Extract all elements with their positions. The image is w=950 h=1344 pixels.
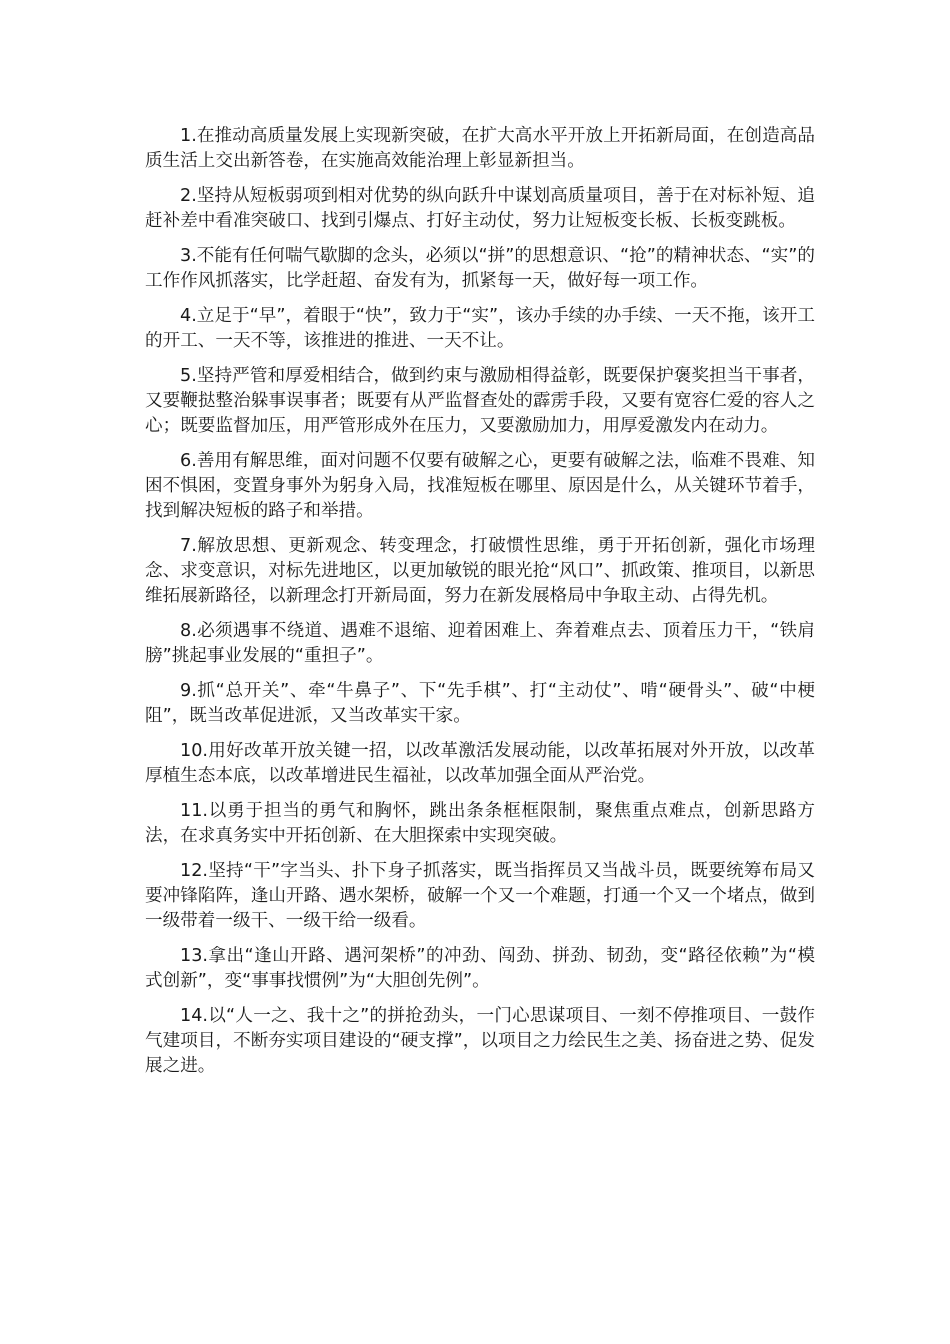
paragraph-8: 8.必须遇事不绕道、遇难不退缩、迎着困难上、奔着难点去、顶着压力干，“铁肩膀”挑起事业发展的“重担子”。 xyxy=(145,621,815,666)
paragraph-14: 14.以“人一之、我十之”的拼抢劲头，一门心思谋项目、一刻不停推项目、一鼓作气建项目，不断夯实项目建设的“硬支撑”，以项目之力绘民生之美、扬奋进之势、促发展之进。 xyxy=(145,1006,815,1076)
paragraph-5: 5.坚持严管和厚爱相结合，做到约束与激励相得益彰，既要保护褒奖担当干事者，又要鞭挞整治躲事误事者；既要有从严监督查处的霹雳手段，又要有宽容仁爱的容人之心；既要监督加压，用严管形成外在压力，又要激励加力，用厚爱激发内在动力。 xyxy=(145,366,815,436)
paragraph-13: 13.拿出“逢山开路、遇河架桥”的冲劲、闯劲、拼劲、韧劲，变“路径依赖”为“模式创新”，变“事事找惯例”为“大胆创先例”。 xyxy=(145,946,815,991)
paragraph-1: 1.在推动高质量发展上实现新突破，在扩大高水平开放上开拓新局面，在创造高品质生活上交出新答卷，在实施高效能治理上彰显新担当。 xyxy=(145,126,815,171)
paragraph-10: 10.用好改革开放关键一招，以改革激活发展动能，以改革拓展对外开放，以改革厚植生态本底，以改革增进民生福祉，以改革加强全面从严治党。 xyxy=(145,741,815,786)
document-page xyxy=(145,124,815,1089)
paragraph-7: 7.解放思想、更新观念、转变理念，打破惯性思维，勇于开拓创新，强化市场理念、求变意识，对标先进地区，以更加敏锐的眼光抢“风口”、抓政策、推项目，以新思维拓展新路径，以新理念打开新局面，努力在新发展格局中争取主动、占得先机。 xyxy=(145,536,815,606)
paragraph-9: 9.抓“总开关”、牵“牛鼻子”、下“先手棋”、打“主动仗”、啃“硬骨头”、破“中梗阻”，既当改革促进派，又当改革实干家。 xyxy=(145,681,815,726)
paragraph-4: 4.立足于“早”，着眼于“快”，致力于“实”，该办手续的办手续、一天不拖，该开工的开工、一天不等，该推进的推进、一天不让。 xyxy=(145,306,815,351)
paragraph-6: 6.善用有解思维，面对问题不仅要有破解之心，更要有破解之法，临难不畏难、知困不惧困，变置身事外为躬身入局，找准短板在哪里、原因是什么，从关键环节着手，找到解决短板的路子和举措。 xyxy=(145,451,815,521)
paragraph-11: 11.以勇于担当的勇气和胸怀，跳出条条框框限制，聚焦重点难点，创新思路方法，在求真务实中开拓创新、在大胆探索中实现突破。 xyxy=(145,801,815,846)
paragraph-2: 2.坚持从短板弱项到相对优势的纵向跃升中谋划高质量项目，善于在对标补短、追赶补差中看准突破口、找到引爆点、打好主动仗，努力让短板变长板、长板变跳板。 xyxy=(145,186,815,231)
paragraph-12: 12.坚持“干”字当头、扑下身子抓落实，既当指挥员又当战斗员，既要统筹布局又要冲锋陷阵，逢山开路、遇水架桥，破解一个又一个难题，打通一个又一个堵点，做到一级带着一级干、一级干给一级看。 xyxy=(145,861,815,931)
paragraph-3: 3.不能有任何喘气歇脚的念头，必须以“拼”的思想意识、“抢”的精神状态、“实”的工作作风抓落实，比学赶超、奋发有为，抓紧每一天，做好每一项工作。 xyxy=(145,246,815,291)
